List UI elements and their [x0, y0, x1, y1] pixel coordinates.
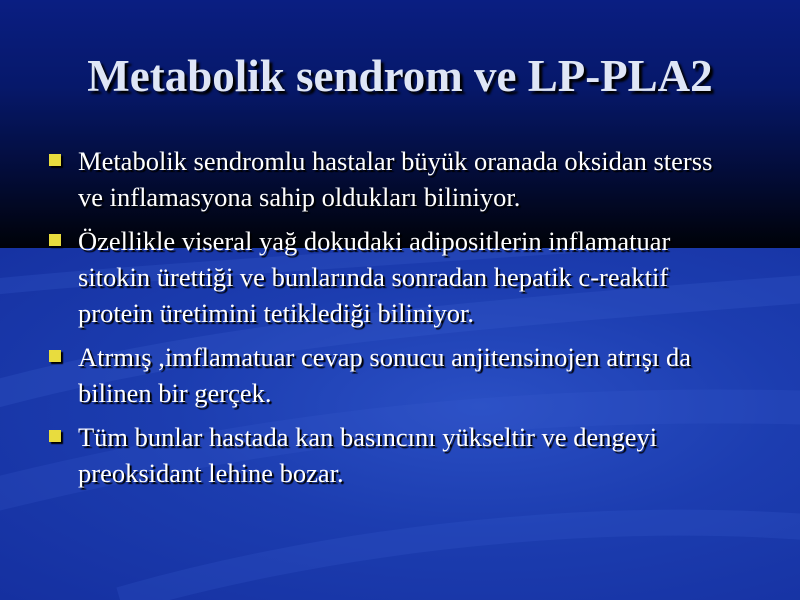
square-bullet-icon	[49, 154, 61, 166]
bullet-item	[44, 143, 744, 215]
bullet-item	[44, 339, 744, 411]
square-bullet-icon	[49, 234, 61, 246]
bullet-text: Özellikle viseral yağ dokudaki adipositlerin inflamatuar sitokin ürettiği ve bunlarında sonradan hepatik c-reaktif protein üretimini tetiklediği biliniyor.	[78, 226, 671, 328]
square-bullet-icon	[49, 430, 61, 442]
bullet-list	[44, 143, 744, 499]
bullet-item	[44, 419, 744, 491]
bullet-item	[44, 223, 744, 331]
square-bullet-icon	[49, 350, 61, 362]
bullet-text: Tüm bunlar hastada kan basıncını yükseltir ve dengeyi preoksidant lehine bozar.	[78, 422, 658, 488]
slide-title: Metabolik sendrom ve LP-PLA2	[87, 51, 713, 101]
bullet-text: Atrmış ,imflamatuar cevap sonucu anjitensinojen atrışı da bilinen bir gerçek.	[78, 342, 692, 408]
bullet-text: Metabolik sendromlu hastalar büyük oranada oksidan sterss ve inflamasyona sahip oldukları biliniyor.	[78, 146, 713, 212]
